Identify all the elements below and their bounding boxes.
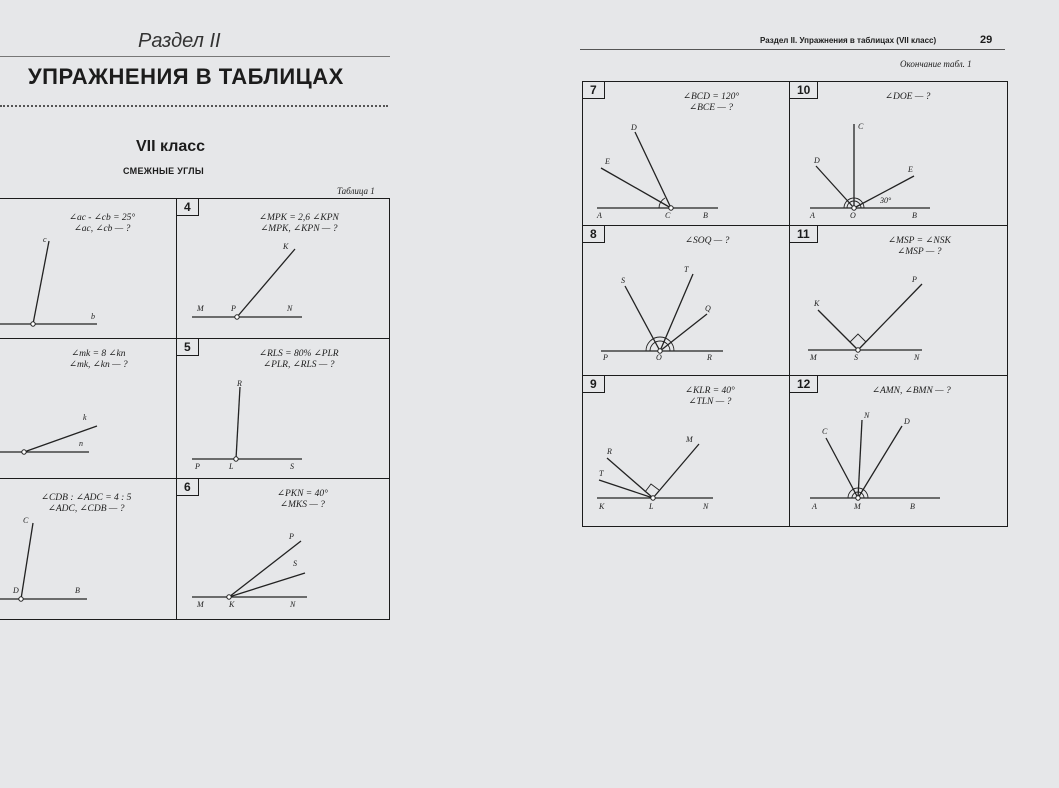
point-label: B	[910, 502, 915, 511]
point-label: A	[812, 502, 817, 511]
exercise-number: 12	[790, 376, 818, 393]
dotted-divider	[0, 105, 388, 107]
point-label: A	[597, 211, 602, 220]
angle-diagram	[790, 376, 1007, 526]
point-label: M	[854, 502, 861, 511]
exercise-cell-11	[790, 226, 1007, 376]
point-label: P	[912, 275, 917, 284]
point-label: R	[237, 379, 242, 388]
point-label: C	[822, 427, 828, 436]
point-label: k	[83, 413, 87, 422]
exercise-cell-6	[177, 479, 389, 619]
point-label: L	[649, 502, 654, 511]
point-label: M	[686, 435, 693, 444]
point-label: S	[293, 559, 297, 568]
exercise-cell-12	[790, 376, 1007, 526]
point-label: B	[912, 211, 917, 220]
exercise-number: 11	[790, 226, 818, 243]
point-label: N	[287, 304, 293, 313]
angle-diagram	[0, 339, 177, 479]
exercise-condition: ∠AMN, ∠BMN — ?	[872, 386, 951, 396]
exercise-cell-4	[177, 199, 389, 339]
section-label: Раздел II	[138, 30, 221, 52]
point-label: K	[814, 299, 820, 308]
angle-diagram	[177, 339, 389, 479]
exercise-cell	[0, 199, 177, 339]
exercise-condition: ∠BCD = 120° ∠BCE — ?	[683, 92, 740, 113]
point-label: c	[43, 235, 47, 244]
point-label: Q	[705, 304, 711, 313]
header-rule	[0, 56, 390, 57]
angle-diagram	[583, 82, 790, 226]
exercise-cell-10	[790, 82, 1007, 226]
point-label: R	[607, 447, 612, 456]
point-label: L	[229, 462, 234, 471]
exercise-condition: ∠RLS = 80% ∠PLR ∠PLR, ∠RLS — ?	[259, 349, 339, 370]
exercise-number: 10	[790, 82, 818, 99]
exercise-number: 6	[177, 479, 199, 496]
point-label: N	[703, 502, 709, 511]
exercise-table-right	[582, 81, 1008, 527]
point-label: A	[810, 211, 815, 220]
point-label: n	[79, 439, 83, 448]
point-label: M	[197, 600, 204, 609]
exercise-condition: ∠DOE — ?	[885, 92, 931, 102]
point-label: D	[13, 586, 19, 595]
angle-diagram	[583, 226, 790, 376]
point-label: N	[290, 600, 296, 609]
exercise-condition: ∠ac - ∠cb = 25° ∠ac, ∠cb — ?	[69, 213, 136, 234]
topic-heading: СМЕЖНЫЕ УГЛЫ	[123, 166, 205, 176]
point-label: S	[621, 276, 625, 285]
point-label: M	[810, 353, 817, 362]
exercise-number: 5	[177, 339, 199, 356]
point-label: T	[599, 469, 604, 478]
exercise-cell-9	[583, 376, 790, 526]
point-label: C	[665, 211, 671, 220]
angle-diagram	[177, 199, 389, 339]
point-label: O	[850, 211, 856, 220]
point-label: D	[814, 156, 820, 165]
point-label: P	[289, 532, 294, 541]
table-label: Таблица 1	[337, 186, 375, 196]
point-label: B	[703, 211, 708, 220]
exercise-condition: ∠CDB : ∠ADC = 4 : 5 ∠ADC, ∠CDB — ?	[41, 493, 132, 514]
point-label: P	[603, 353, 608, 362]
point-label: S	[290, 462, 294, 471]
exercise-number: 4	[177, 199, 199, 216]
point-label: D	[631, 123, 637, 132]
point-label: O	[656, 353, 662, 362]
point-label: E	[605, 157, 610, 166]
angle-diagram	[790, 226, 1007, 376]
point-label: E	[908, 165, 913, 174]
point-label: C	[858, 122, 864, 131]
exercise-number: 9	[583, 376, 605, 393]
point-label: T	[684, 265, 689, 274]
angle-diagram	[0, 479, 177, 619]
exercise-condition: ∠PKN = 40° ∠MKS — ?	[277, 489, 328, 510]
header-rule-right	[580, 49, 1005, 50]
point-label: P	[195, 462, 200, 471]
point-label: 30°	[880, 196, 892, 205]
exercise-number: 8	[583, 226, 605, 243]
exercise-cell	[0, 479, 177, 619]
exercise-condition: ∠KLR = 40° ∠TLN — ?	[685, 386, 735, 407]
point-label: B	[75, 586, 80, 595]
point-label: P	[231, 304, 236, 313]
exercise-condition: ∠MPK = 2,6 ∠KPN ∠MPK, ∠KPN — ?	[259, 213, 339, 234]
page-number: 29	[980, 34, 993, 46]
continuation-label: Окончание табл. 1	[900, 59, 972, 69]
exercise-table-left	[0, 198, 390, 620]
exercise-condition: ∠mk = 8 ∠kn ∠mk, ∠kn — ?	[69, 349, 128, 370]
page-title: УПРАЖНЕНИЯ В ТАБЛИЦАХ	[28, 64, 344, 89]
exercise-condition: ∠MSP = ∠NSK ∠MSP — ?	[888, 236, 951, 257]
point-label: b	[91, 312, 95, 321]
point-label: S	[854, 353, 858, 362]
angle-diagram	[0, 199, 177, 339]
point-label: M	[197, 304, 204, 313]
point-label: R	[707, 353, 712, 362]
angle-diagram	[583, 376, 790, 526]
point-label: D	[904, 417, 910, 426]
point-label: K	[283, 242, 289, 251]
running-head: Раздел II. Упражнения в таблицах (VII класс)	[760, 36, 937, 45]
exercise-number: 7	[583, 82, 605, 99]
point-label: K	[229, 600, 235, 609]
exercise-cell-7	[583, 82, 790, 226]
exercise-cell-5	[177, 339, 389, 479]
point-label: K	[599, 502, 605, 511]
grade-heading: VII класс	[136, 138, 206, 155]
angle-diagram	[177, 479, 389, 619]
exercise-condition: ∠SOQ — ?	[685, 236, 730, 246]
point-label: N	[864, 411, 870, 420]
exercise-cell	[0, 339, 177, 479]
point-label: C	[23, 516, 29, 525]
point-label: N	[914, 353, 920, 362]
angle-diagram	[790, 82, 1007, 226]
exercise-cell-8	[583, 226, 790, 376]
